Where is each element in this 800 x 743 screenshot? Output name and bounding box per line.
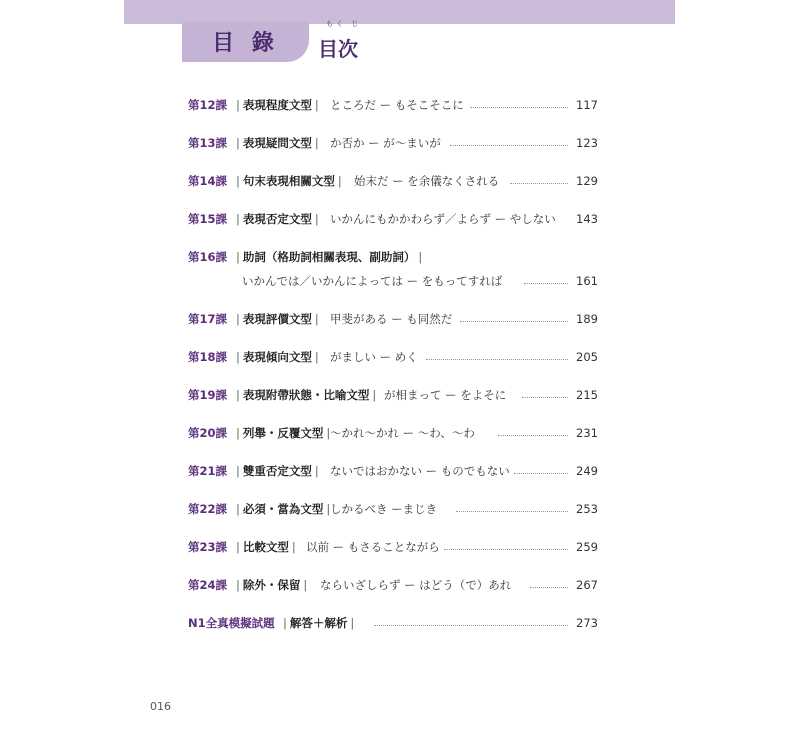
- description: 甲斐がある ー も同然だ: [330, 312, 453, 326]
- lesson-number: 第22課: [188, 502, 228, 516]
- page-number: 249: [576, 464, 598, 478]
- category: 表現附帶狀態・比喻文型: [242, 388, 370, 402]
- toc-entry[interactable]: 第14課 | 句末表現相關文型 | 始末だ ー を余儀なくされる 129: [188, 171, 598, 191]
- description: ないではおかない ー ものでもない: [330, 464, 510, 478]
- toc-entry[interactable]: 第21課 | 雙重否定文型 | ないではおかない ー ものでもない 249: [188, 461, 598, 481]
- toc-entry[interactable]: 第19課 | 表現附帶狀態・比喻文型 | が相まって ー をよそに 215: [188, 385, 598, 405]
- dot-leader: [460, 321, 568, 322]
- description: 始末だ ー を余儀なくされる: [354, 174, 500, 188]
- toc-entry-continued[interactable]: [188, 271, 598, 291]
- dot-leader: [510, 183, 568, 184]
- dot-leader: [530, 587, 568, 588]
- dot-leader: [522, 397, 568, 398]
- lesson-number: 第13課: [188, 136, 228, 150]
- toc-entry[interactable]: 第23課 | 比較文型 | 以前 ー もさることながら 259: [188, 537, 598, 557]
- lesson-number: N1全真模擬試題: [188, 616, 275, 630]
- category: 表現否定文型: [242, 212, 312, 226]
- category: 必須・當為文型: [242, 502, 324, 516]
- page-folio: 016: [150, 700, 171, 713]
- category: 雙重否定文型: [242, 464, 312, 478]
- dot-leader: [426, 359, 568, 360]
- description: 〜かれ〜かれ ー 〜わ、〜わ: [330, 426, 475, 440]
- description: が相まって ー をよそに: [384, 388, 507, 402]
- page-title: 目 錄: [212, 31, 279, 56]
- toc-entry[interactable]: 第20課 | 列舉・反覆文型 | 〜かれ〜かれ ー 〜わ、〜わ 231: [188, 423, 598, 443]
- lesson-number: 第21課: [188, 464, 228, 478]
- category: 表現評價文型: [242, 312, 312, 326]
- description: か否か ー が〜まいが: [330, 136, 441, 150]
- lesson-number: 第17課: [188, 312, 228, 326]
- toc-entry[interactable]: 第17課 | 表現評價文型 | 甲斐がある ー も同然だ 189: [188, 309, 598, 329]
- lesson-number: 第23課: [188, 540, 228, 554]
- description: しかるべき ーまじき: [330, 502, 438, 516]
- lesson-number: 第12課: [188, 98, 228, 112]
- toc-entry[interactable]: 第22課 | 必須・當為文型 | しかるべき ーまじき 253: [188, 499, 598, 519]
- description: ならいざしらず ー はどう（で）あれ: [320, 578, 512, 592]
- description: 以前 ー もさることながら: [306, 540, 440, 554]
- page-number: 253: [576, 502, 598, 516]
- toc-header-tab: [182, 22, 309, 62]
- description: いかんにもかかわらず／よらず ー やしない: [330, 212, 556, 226]
- dot-leader: [450, 145, 568, 146]
- dot-leader: [498, 435, 568, 436]
- dot-leader: [514, 473, 568, 474]
- lesson-number: 第20課: [188, 426, 228, 440]
- category: 表現傾向文型: [242, 350, 312, 364]
- page-number: 161: [576, 274, 598, 288]
- description: ところだ ー もそこそこに: [330, 98, 464, 112]
- page-number: 205: [576, 350, 598, 364]
- category: 列舉・反覆文型: [242, 426, 324, 440]
- page-number: 267: [576, 578, 598, 592]
- page-number: 189: [576, 312, 598, 326]
- dot-leader: [444, 549, 568, 550]
- subtitle-ruby: もく じ: [326, 20, 362, 28]
- toc-entry[interactable]: 第24課 | 除外・保留 | ならいざしらず ー はどう（で）あれ 267: [188, 575, 598, 595]
- lesson-number: 第19課: [188, 388, 228, 402]
- page-number: 129: [576, 174, 598, 188]
- lesson-number: 第14課: [188, 174, 228, 188]
- dot-leader: [524, 283, 568, 284]
- category: 表現疑問文型: [242, 136, 312, 150]
- page-number: 215: [576, 388, 598, 402]
- lesson-number: 第18課: [188, 350, 228, 364]
- page-number: 259: [576, 540, 598, 554]
- description: がましい ー めく: [330, 350, 418, 364]
- page-number: 117: [576, 98, 598, 112]
- top-band: [124, 0, 675, 24]
- dot-leader: [374, 625, 568, 626]
- toc-entry[interactable]: 第16課 | 助詞（格助詞相關表現、副助詞） |: [188, 247, 598, 267]
- description: いかんでは／いかんによっては ー をもってすれば: [242, 274, 503, 288]
- category: 表現程度文型: [242, 98, 312, 112]
- dot-leader: [456, 511, 568, 512]
- page-number: 143: [576, 212, 598, 226]
- toc-entry[interactable]: 第13課 | 表現疑問文型 | か否か ー が〜まいが 123: [188, 133, 598, 153]
- toc-entry[interactable]: 第12課 | 表現程度文型 | ところだ ー もそこそこに 117: [188, 95, 598, 115]
- category: 比較文型: [242, 540, 289, 554]
- toc-entry[interactable]: 第18課 | 表現傾向文型 | がましい ー めく 205: [188, 347, 598, 367]
- page-subtitle: 目次: [318, 37, 358, 61]
- page-number: 273: [576, 616, 598, 630]
- dot-leader: [470, 107, 568, 108]
- category: 解答＋解析: [289, 616, 348, 630]
- lesson-number: 第15課: [188, 212, 228, 226]
- lesson-number: 第16課: [188, 250, 228, 264]
- category: 除外・保留: [242, 578, 301, 592]
- category: 句末表現相關文型: [242, 174, 335, 188]
- toc-entry[interactable]: 第15課 | 表現否定文型 | いかんにもかかわらず／よらず ー やしない 143: [188, 209, 598, 229]
- toc-entry[interactable]: N1全真模擬試題 | 解答＋解析 | 273: [188, 613, 598, 633]
- category: 助詞（格助詞相關表現、副助詞）: [242, 250, 416, 264]
- page-number: 123: [576, 136, 598, 150]
- page-number: 231: [576, 426, 598, 440]
- lesson-number: 第24課: [188, 578, 228, 592]
